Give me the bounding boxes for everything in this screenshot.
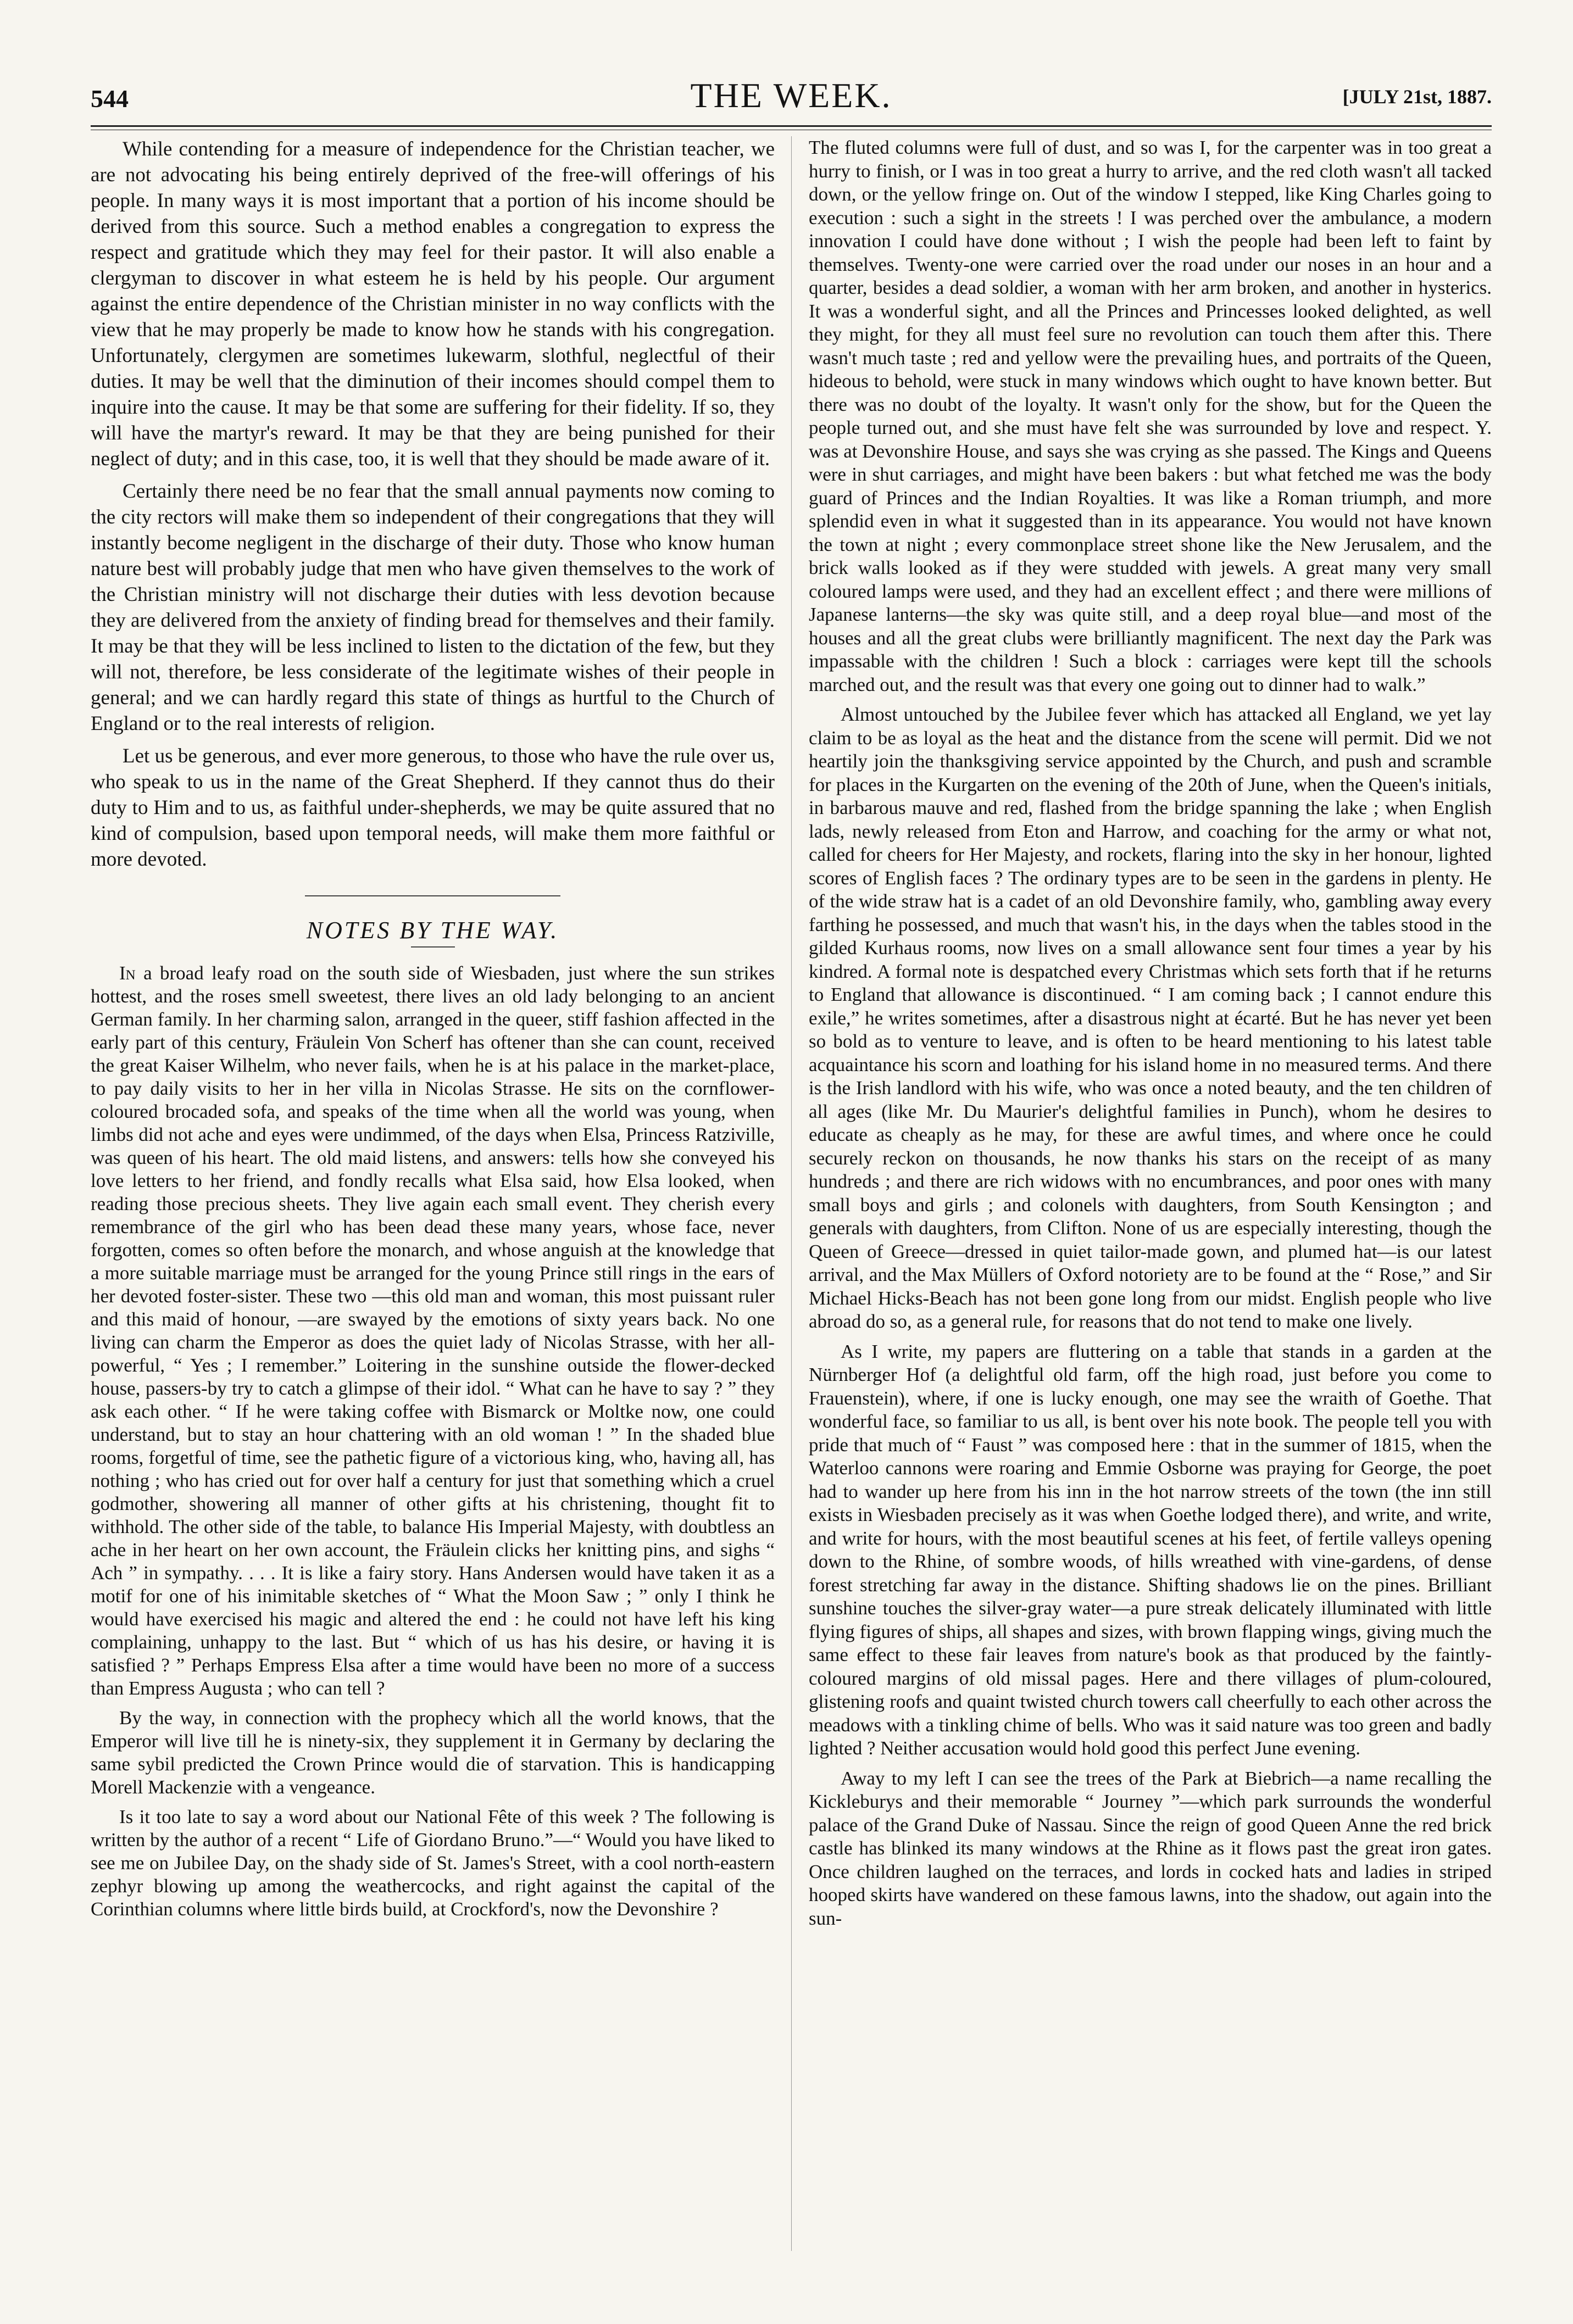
notes-paragraph: Is it too late to say a word about our National Fête of this week ? The following is written by the author of a recent “ Life of Giordano Bruno.”—“ Would you have liked to see me on Jubilee Day, on the shady side of St. James's Street, with a cool north-eastern zephyr blowing up among the weathercocks, and right against the capital of the Corinthian columns where little birds build, at Crockford's, now the Devonshire ? (91, 1806, 775, 1920)
notes-paragraph: Almost untouched by the Jubilee fever which has attacked all England, we yet lay claim to be as loyal as the heat and the distance from the scene will permit. Did we not heartily join the thanksgiving service appointed by the Church, and push and scramble for places in the Kurgarten on the evening of the 20th of June, when the Queen's initials, in barbarous mauve and red, flashed from the bridge spanning the lake ; when English lads, newly released from Eton and Harrow, and coaching for the army or what not, called for cheers for Her Majesty, and rockets, flaring into the sky in her honour, lighted scores of English faces ? The ordinary types are to be seen in the gardens in plenty. He of the wide straw hat is a cadet of an old Devonshire family, who, gambling away every farthing he possessed, and much that wasn't his, in the days when the tables stood in the gilded Kurhaus rooms, now lives on a small allowance sent four times a year by his kindred. A formal note is despatched every Christmas which sets forth that if he returns to England that allowance is discontinued. “ I am coming back ; I cannot endure this exile,” he writes sometimes, after a disastrous night at écarté. But he has never yet been so bold as to venture to leave, and is often to be heard mentioning to his latest table acquaintance his scorn and loathing for his island home in no measured terms. And there is the Irish landlord with his wife, who was once a noted beauty, and the ten children of all ages (like Mr. Du Maurier's delightful families in Punch), whom he desires to educate as cheaply as he may, for these are awful times, and where once he could securely reckon on thousands, he now thanks his stars on the receipt of as many hundreds ; and there are rich widows with no encumbrances, and poor ones with many small boys and girls ; and colonels with daughters, from South Kensington ; and generals with daughters, from Clifton. None of us are especially interesting, though the Queen of Greece—dressed in quiet tailor-made gown, and plumed hat—is our latest arrival, and the Max Müllers of Oxford notoriety are to be found at the “ Rose,” and Sir Michael Hicks-Beach has not been gone long from our midst. English people who live abroad do so, as a general rule, for reasons that do not tend to make one lively. (809, 704, 1492, 1332)
article-paragraph: While contending for a measure of independence for the Christian teacher, we are not advocating his being entirely deprived of the free-will offerings of his people. In many ways it is most important that a portion of his income should be derived from this source. Such a method enables a congregation to express the respect and gratitude which they may feel for their pastor. It will also enable a clergyman to discover in what esteem he is held by his people. Our argument against the entire dependence of the Christian minister in no way conflicts with the view that he may properly be made to know how he stands with his congregation. Unfortunately, clergymen are sometimes lukewarm, slothful, neglectful of their duties. It may be well that the diminution of their incomes should compel them to inquire into the cause. It may be that some are suffering for their fidelity. If so, they will have the martyr's reward. It may be that they are being punished for their neglect of duty; and in this case, too, it is well that they should be made aware of it. (91, 138, 775, 470)
notes-paragraph: By the way, in connection with the prophecy which all the world knows, that the Emperor will live till he is ninety-six, they supplement it in Germany by declaring the same sybil predicted the Crown Prince would die of starvation. This is handicapping Morell Mackenzie with a vengeance. (91, 1707, 775, 1798)
column-divider (791, 136, 792, 2251)
masthead-title: THE WEEK. (690, 76, 892, 115)
notes-paragraph: In a broad leafy road on the south side of Wiesbaden, just where the sun strikes hottest, and the roses smell sweetest, there lives an old lady belonging to an ancient German family. In her charming salon, arranged in the queer, stiff fashion affected in the early part of this century, Fräulein Von Scherf has oftener than she can count, received the great Kaiser Wilhelm, who never fails, when he is at his palace in the market-place, to pay daily visits to her in her villa in Nicolas Strasse. He sits on the cornflower-coloured brocaded sofa, and speaks of the time when all the world was young, when limbs did not ache and eyes were undimmed, of the days when Elsa, Princess Ratziville, was queen of his heart. The old maid listens, and answers: tells how she conveyed his love letters to her friend, and fondly recalls what Elsa said, how Elsa looked, when reading those precious sheets. They live again each small event. They cherish every remembrance of the girl who has been dead these many years, whose face, never forgotten, comes so often before the monarch, and whose anguish at the knowledge that a more suitable marriage must be arranged for the young Prince still rings in the ears of her devoted foster-sister. These two —this old man and woman, this most puissant ruler and this maid of honour, —are swayed by the emotions of sixty years back. No one living can charm the Emperor as does the quiet lady of Nicolas Strasse, with her all-powerful, “ Yes ; I remember.” Loitering in the sunshine outside the flower-decked house, passers-by try to catch a glimpse of their idol. “ What can he have to say ? ” they ask each other. “ If he were taking coffee with Bismarck or Moltke now, one could understand, but to stay an hour chattering with an old woman ! ” In the shaded blue rooms, forgetful of time, see the pathetic figure of a victorious king, who, having all, has nothing ; who has cried out for over half a century for just that something which a cruel godmother, showering all manner of other gifts at his christening, thought fit to withhold. The other side of the table, to balance His Imperial Majesty, with doubtless an ache in her heart on her own account, the Fräulein clicks her knitting pins, and sighs “ Ach ” in sympathy. . . . It is like a fairy story. Hans Andersen would have taken it as a motif for one of his inimitable sketches of “ What the Moon Saw ; ” only I think he would have exercised his magic and altered the end : he could not have left his king complaining, unhappy to the last. But “ which of us has his desire, or having it is satisfied ? ” Perhaps Empress Elsa after a time would have been no more of a success than Empress Augusta ; who can tell ? (91, 962, 775, 1699)
page-header (91, 69, 1492, 121)
page-number: 544 (91, 85, 129, 113)
section-divider (91, 879, 775, 912)
article-paragraph: Let us be generous, and ever more generous, to those who have the rule over us, who speak to us in the name of the Great Shepherd. If they cannot thus do their duty to Him and to us, as faithful under-shepherds, we may be quite assured that no kind of compulsion, based upon temporal needs, will make them more faithful or more devoted. (91, 745, 775, 871)
article-paragraph: Certainly there need be no fear that the small annual payments now coming to the city rectors will make them so independent of their congregations that they will instantly become negligent in the discharge of their duty. Those who know human nature best will probably judge that men who have given themselves to the work of the Christian ministry will not discharge their duties with less devotion because they are delivered from the anxiety of finding bread for themselves and their family. It may be that they will be less inclined to listen to the dictation of the few, but they will not, therefore, be less considerate of the legitimate wishes of their people in general; and we can hardly regard this state of things as hurtful to the Church of England or to the real interests of religion. (91, 480, 775, 735)
header-rule-top (91, 125, 1492, 127)
continued-paragraph: The fluted columns were full of dust, and so was I, for the carpenter was in too great a hurry to finish, or I was in too great a hurry to arrive, and the red cloth wasn't all tacked down, or the yellow fringe on. Out of the window I stepped, like King Charles going to execution : such a sight in the streets ! I was perched over the ambulance, a modern innovation I could have done without ; I wish the people had been left to faint by themselves. Twenty-one were carried over the road under our noses in an hour and a quarter, besides a dead soldier, a woman with her arm broken, and another in hysterics. It was a wonderful sight, and all the Princes and Princesses looked delighted, as well they might, for they all must feel sure no revolution can touch them after this. There wasn't much taste ; red and yellow were the prevailing hues, and portraits of the Queen, hideous to behold, were stuck in many windows which ought to have known better. But there was no doubt of the loyalty. It wasn't only for the show, but for the Queen the people turned out, and she must have felt she was surrounded by love and respect. Y. was at Devonshire House, and says she was crying as she passed. The Kings and Queens were in shut carriages, and might have been bakers : but what fetched me was the body guard of Princes and the Indian Royalties. It was like a Roman triumph, and more splendid even in what it suggested than in its appearance. You would not have known the town at night ; every commonplace street shone like the New Jerusalem, and the brick walls looked as if they were studded with jewels. A great many very small coloured lamps were used, and they had an excellent effect ; and there were millions of Japanese lanterns—the sky was quite still, and a deep royal blue—and most of the houses and all the great clubs were brilliantly magnificent. The next day the Park was impassable with the children ! Such a block : carriages were kept till the schools marched out, and the result was that every one going out to dinner had to walk.” (809, 137, 1492, 695)
left-column (91, 136, 775, 1927)
title-underline (411, 946, 455, 948)
section-title: NOTES BY THE WAY. (306, 917, 559, 944)
notes-section (91, 962, 775, 1921)
issue-date: [JULY 21st, 1887. (1342, 86, 1492, 108)
lead-word: In (119, 962, 136, 984)
right-column (809, 136, 1492, 1937)
notes-paragraph: As I write, my papers are fluttering on a table that stands in a garden at the Nürnberger Hof (a delightful old farm, off the high road, just before you come to Frauenstein), where, if one is lucky enough, one may see the wraith of Goethe. That wonderful face, so familiar to us all, is bent over his note book. The people tell you with pride that much of “ Faust ” was composed here : that in the summer of 1815, when the Waterloo cannons were roaring and Emmie Osborne was praying for George, the poet had to wander up here from his inn in the hot narrow streets of the town (the inn still exists in Wiesbaden precisely as it was when Goethe lodged there), and write, and write, and write for hours, with the most beautiful scenes at his feet, of fertile valleys opening down to the Rhine, of sombre woods, of hills wreathed with vine-gardens, of dense forest stretching far away in the distance. Shifting shadows lie on the pines. Brilliant sunshine touches the silver-gray water—a pure streak delicately illuminated with little flying figures of ships, all shapes and sizes, with brown flapping wings, giving much the same effect to these fair leaves from nature's book as that produced by the faintly-coloured margins of old missal pages. Here and there villages of plum-coloured, glistening roofs and quaint twisted church towers call cheerfully to each other across the meadows with a tinkling chime of bells. Who was it said nature was too green and badly lighted ? Neither accusation would hold good this perfect June evening. (809, 1340, 1492, 1759)
notes-paragraph: Away to my left I can see the trees of the Park at Biebrich—a name recalling the Kickleburys and their memorable “ Journey ”—which park surrounds the wonderful palace of the Grand Duke of Nassau. Since the reign of good Queen Anne the red brick castle has blinked its many windows at the Rhine as it flows past the great iron gates. Once children laughed on the terraces, and lords in cocked hats and ladies in striped hooped skirts have wandered on these famous lawns, into the shadow, out again into the sun- (809, 1767, 1492, 1929)
